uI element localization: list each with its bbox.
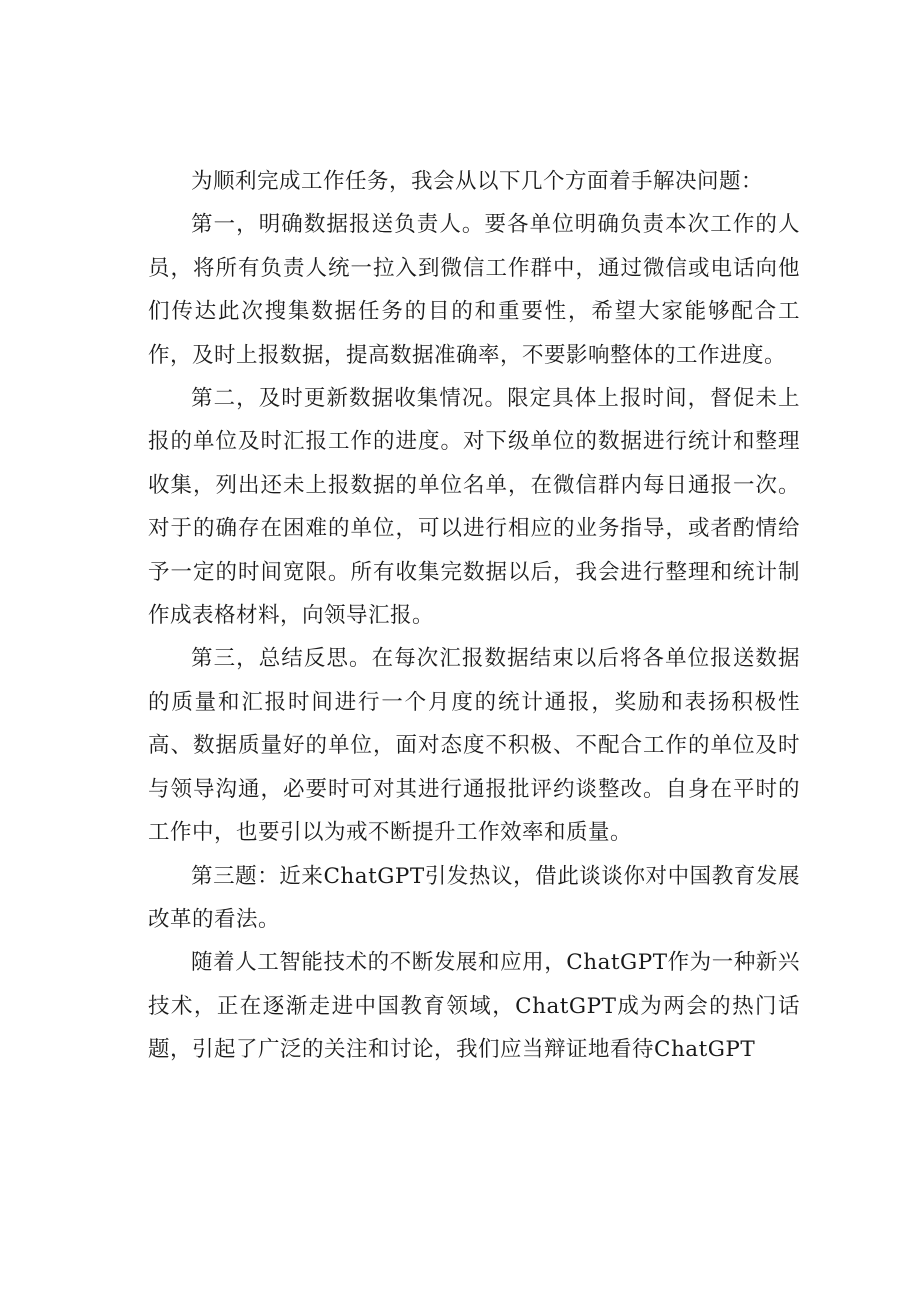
document-body: [148, 160, 800, 1072]
paragraph-intro: 为顺利完成工作任务，我会从以下几个方面着手解决问题：: [191, 169, 764, 194]
paragraph-first-point: 第一，明确数据报送负责人。要各单位明确负责本次工作的人员，将所有负责人统一拉入到微信工作群中，通过微信或电话向他们传达此次搜集数据任务的目的和重要性，希望大家能够配合工作，及时上报数据，提高数据准确率，不要影响整体的工作进度。: [148, 212, 800, 368]
paragraph-third-point: 第三，总结反思。在每次汇报数据结束以后将各单位报送数据的质量和汇报时间进行一个月度的统计通报，奖励和表扬积极性高、数据质量好的单位，面对态度不积极、不配合工作的单位及时与领导沟通，必要时可对其进行通报批评约谈整改。自身在平时的工作中，也要引以为戒不断提升工作效率和质量。: [148, 646, 800, 846]
paragraph-second-point: 第二，及时更新数据收集情况。限定具体上报时间，督促未上报的单位及时汇报工作的进度。对下级单位的数据进行统计和整理收集，列出还未上报数据的单位名单，在微信群内每日通报一次。对于的确存在困难的单位，可以进行相应的业务指导，或者酌情给予一定的时间宽限。所有收集完数据以后，我会进行整理和统计制作成表格材料，向领导汇报。: [148, 386, 800, 629]
paragraph-question-three: 第三题：近来ChatGPT引发热议，借此谈谈你对中国教育发展改革的看法。: [148, 863, 800, 932]
paragraph-answer-start: 随着人工智能技术的不断发展和应用，ChatGPT作为一种新兴技术，正在逐渐走进中国教育领域，ChatGPT成为两会的热门话题，引起了广泛的关注和讨论，我们应当辩证地看待ChatGPT: [148, 950, 800, 1063]
